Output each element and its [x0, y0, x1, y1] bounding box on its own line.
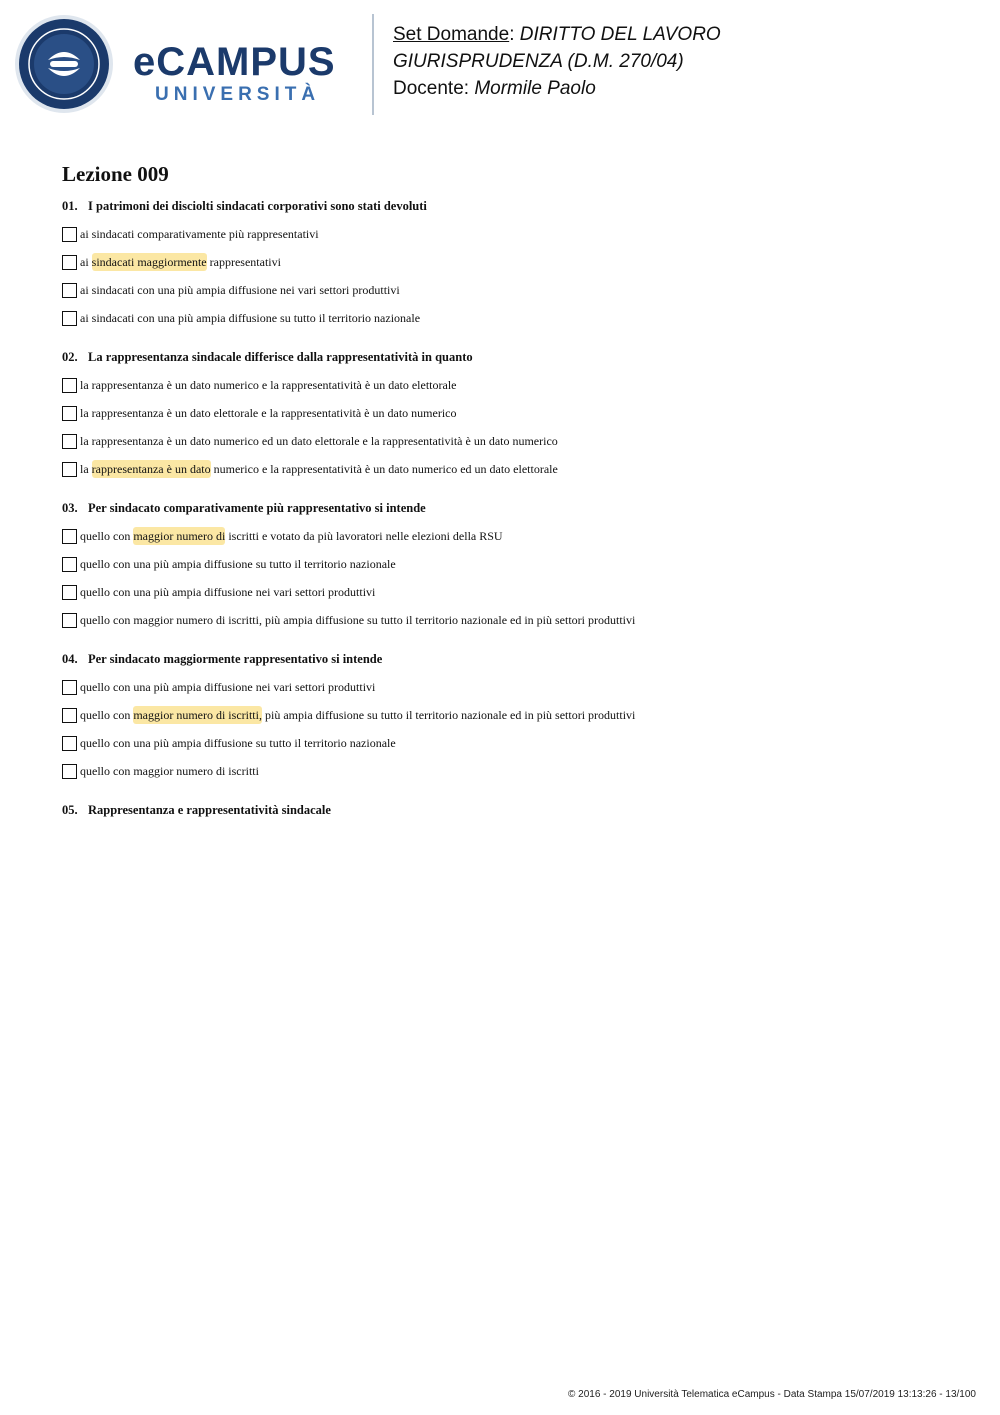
answer-text: [80, 378, 457, 393]
teacher-line: [393, 75, 721, 102]
answer-checkbox[interactable]: [62, 708, 77, 723]
course-value: GIURISPRUDENZA (D.M. 270/04): [393, 51, 684, 72]
question-block: [62, 197, 962, 332]
page-footer: © 2016 - 2019 Università Telematica eCampus - Data Stampa 15/07/2019 13:13:26 - 13/100: [568, 1389, 976, 1400]
question-title: [62, 801, 962, 819]
answer-option[interactable]: [62, 220, 962, 248]
answer-text: [80, 462, 558, 477]
answer-text: [80, 255, 281, 270]
set-info: [393, 21, 721, 102]
answer-checkbox[interactable]: [62, 227, 77, 242]
answer-option[interactable]: [62, 455, 962, 483]
answer-option[interactable]: [62, 757, 962, 785]
answer-option[interactable]: [62, 276, 962, 304]
question-title: [62, 499, 962, 517]
brand-name: eCAMPUS: [133, 40, 336, 84]
question-block: [62, 348, 962, 483]
answer-text-part: quello con maggior numero di iscritti, più ampia diffusione su tutto il territorio nazionale ed in più settori produttivi: [80, 612, 636, 627]
answer-option[interactable]: [62, 729, 962, 757]
answer-text: [80, 680, 375, 695]
answer-text-part: quello con: [80, 528, 134, 543]
answer-option[interactable]: [62, 550, 962, 578]
page-header: [0, 0, 1000, 130]
ecampus-wordmark: [133, 40, 336, 106]
answer-text-part: ai sindacati comparativamente più rappresentativi: [80, 226, 319, 241]
question-text: Rappresentanza e rappresentatività sindacale: [88, 803, 331, 817]
highlighted-text: sindacati maggiormente: [91, 254, 207, 269]
lesson-title: Lezione 009: [62, 162, 169, 186]
answer-option[interactable]: [62, 522, 962, 550]
answer-option[interactable]: [62, 399, 962, 427]
answer-text: [80, 529, 503, 544]
question-title: [62, 348, 962, 366]
answer-text: [80, 227, 319, 242]
answer-text-part: la rappresentanza è un dato elettorale e la rappresentatività è un dato numerico: [80, 405, 457, 420]
answer-option[interactable]: [62, 304, 962, 332]
answer-text: [80, 406, 457, 421]
question-block: [62, 801, 962, 824]
answer-text-part: ai sindacati con una più ampia diffusione nei vari settori produttivi: [80, 282, 400, 297]
question-text: Per sindacato maggiormente rappresentativo si intende: [88, 652, 383, 666]
question-title: [62, 650, 962, 668]
answer-text-part: ai: [80, 254, 92, 269]
answer-text-part: quello con maggior numero di iscritti: [80, 763, 259, 778]
answer-checkbox[interactable]: [62, 311, 77, 326]
answer-checkbox[interactable]: [62, 283, 77, 298]
answer-text-part: rappresentativi: [206, 254, 281, 269]
answer-checkbox[interactable]: [62, 406, 77, 421]
question-number: 05.: [62, 803, 78, 817]
teacher-label: Docente:: [393, 78, 470, 99]
teacher-value: Mormile Paolo: [474, 78, 596, 99]
question-number: 03.: [62, 501, 78, 515]
question-block: [62, 499, 962, 634]
set-value: DIRITTO DEL LAVORO: [519, 24, 721, 45]
answer-checkbox[interactable]: [62, 462, 77, 477]
answer-text: [80, 585, 375, 600]
answer-checkbox[interactable]: [62, 434, 77, 449]
answer-text-part: quello con una più ampia diffusione nei vari settori produttivi: [80, 584, 376, 599]
answer-option[interactable]: [62, 427, 962, 455]
answer-checkbox[interactable]: [62, 529, 77, 544]
highlighted-text: rappresentanza è un dato: [91, 461, 211, 476]
question-number: 01.: [62, 199, 78, 213]
answer-checkbox[interactable]: [62, 557, 77, 572]
answer-checkbox[interactable]: [62, 736, 77, 751]
answer-option[interactable]: [62, 248, 962, 276]
header-divider: [372, 14, 374, 115]
answer-checkbox[interactable]: [62, 378, 77, 393]
question-text: La rappresentanza sindacale differisce dalla rappresentatività in quanto: [88, 350, 473, 364]
answer-option[interactable]: [62, 578, 962, 606]
question-text: I patrimoni dei disciolti sindacati corporativi sono stati devoluti: [88, 199, 427, 213]
answer-text: [80, 708, 635, 723]
brand-subtitle: UNIVERSITÀ: [155, 84, 321, 105]
set-line: Set Domande: DIRITTO DEL LAVORO: [393, 24, 721, 45]
question-title: [62, 197, 962, 215]
question-text: Per sindacato comparativamente più rappresentativo si intende: [88, 501, 426, 515]
answer-text-part: quello con: [80, 707, 134, 722]
answer-text: [80, 613, 635, 628]
answer-checkbox[interactable]: [62, 764, 77, 779]
answer-text-part: numerico e la rappresentatività è un dato numerico ed un dato elettorale: [210, 461, 558, 476]
answer-text: [80, 434, 558, 449]
answer-text: [80, 736, 396, 751]
answer-text-part: la: [80, 461, 92, 476]
course-line: [393, 48, 721, 75]
question-number: 04.: [62, 652, 78, 666]
answer-text-part: la rappresentanza è un dato numerico e la rappresentatività è un dato elettorale: [80, 377, 457, 392]
highlighted-text: maggior numero di: [133, 528, 226, 543]
highlighted-text: maggior numero di iscritti,: [133, 707, 262, 722]
answer-option[interactable]: [62, 371, 962, 399]
answer-checkbox[interactable]: [62, 255, 77, 270]
answer-text: [80, 311, 420, 326]
answer-option[interactable]: [62, 606, 962, 634]
answer-text: [80, 764, 259, 779]
answer-checkbox[interactable]: [62, 680, 77, 695]
answer-text-part: iscritti e votato da più lavoratori nelle elezioni della RSU: [225, 528, 503, 543]
answer-option[interactable]: [62, 701, 962, 729]
answer-text-part: più ampia diffusione su tutto il territorio nazionale ed in più settori produttivi: [261, 707, 636, 722]
answer-text-part: quello con una più ampia diffusione su tutto il territorio nazionale: [80, 735, 396, 750]
set-label: Set Domande: [393, 24, 510, 45]
question-block: [62, 650, 962, 785]
answer-text-part: ai sindacati con una più ampia diffusione su tutto il territorio nazionale: [80, 310, 421, 325]
answer-text: [80, 557, 396, 572]
answer-text: [80, 283, 400, 298]
answer-option[interactable]: [62, 673, 962, 701]
answer-text-part: la rappresentanza è un dato numerico ed un dato elettorale e la rappresentatività è un dato numerico: [80, 433, 558, 448]
answer-checkbox[interactable]: [62, 585, 77, 600]
question-number: 02.: [62, 350, 78, 364]
answer-text-part: quello con una più ampia diffusione nei vari settori produttivi: [80, 679, 376, 694]
answer-checkbox[interactable]: [62, 613, 77, 628]
answer-text-part: quello con una più ampia diffusione su tutto il territorio nazionale: [80, 556, 396, 571]
university-seal-logo: [14, 14, 114, 119]
